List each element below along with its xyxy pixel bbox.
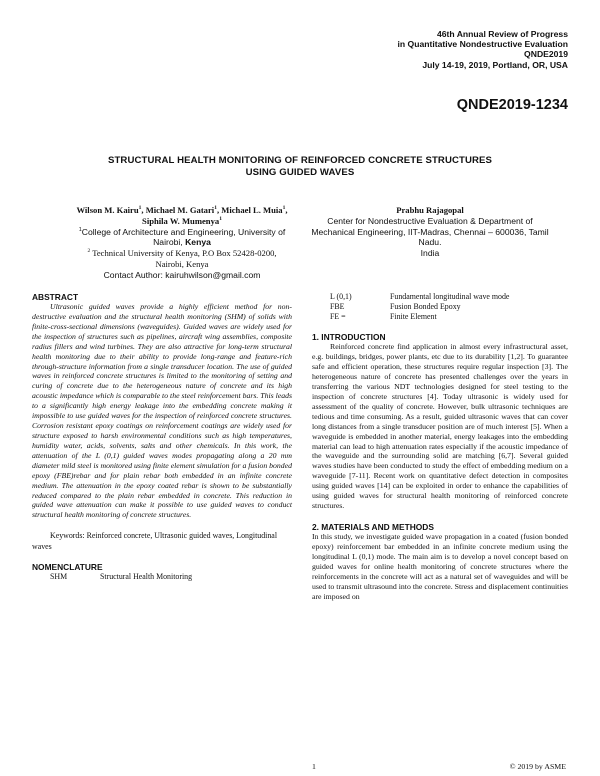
abstract-heading: ABSTRACT [32, 292, 79, 302]
paper-title-line1: STRUCTURAL HEALTH MONITORING OF REINFORCED CONCRETE STRUCTURES [107, 155, 493, 166]
abbreviation-row: FE = Finite Element [330, 312, 437, 321]
page-number: 1 [312, 762, 316, 771]
contact-author: Contact Author: kairuhwilson@gmail.com [103, 269, 261, 280]
authors-right-block [310, 205, 550, 259]
section-2-heading: 2. MATERIALS AND METHODS [312, 522, 434, 533]
section-2-text: In this study, we investigate guided wave propagation in a coated (fusion bonded epoxy) reinforcement bar embedded in an infinite concrete medium using the longitudinal L (0,1) mode. The main aim is to develop a novel concept based on guided waves for online health monitoring of concrete structures where the reinforcements in the concrete will act as a natural set of waveguides and will be used to transmit ultrasound into the concrete. Stress and displacement continuities are imposed on [312, 532, 568, 601]
abbreviation-row: FBE Fusion Bonded Epoxy [330, 302, 461, 311]
nomenclature-heading: NOMENCLATURE [32, 562, 103, 573]
paper-id: QNDE2019-1234 [456, 97, 568, 113]
affiliation-right-country: India [420, 248, 440, 259]
conference-name-line2: in Quantitative Nondestructive Evaluation [397, 39, 568, 50]
section-1-text: Reinforced concrete find application in almost every infrastructural asset, e.g. buildings, bridges, power plants, etc due to its durability [1,2]. To guarantee safe and efficient operation, these structures require regular inspection [3]. The heterogeneous nature of concrete has presented challenges over the years in transferring the various NDT technologies designed for steel testing to the inspection of concrete structures [4]. Today ultrasonic is widely used for assessment of the quality of concrete. However, bulk ultrasonic techniques are tedious and time consuming. As a result, guided ultrasonic waves that can cover long distances from a single transducer position are of much interest [5]. When a waveguide is embedded in another material, energy leakages into the embedding material can lead to high attenuation rates especially if the acoustic impedance of the waveguide and the surrounding solid are matching [6,7]. Several guided waves studies have been conducted to study the effect of embedding medium on a waveguide [7-11]. Recent work on quantitative defect detection in composites using guided waves [14] can be exploited in order to enhance the capabilities of using guided waves for structural health monitoring of reinforced concrete structures. [312, 342, 568, 511]
abbreviation-row: L (0,1) Fundamental longitudinal wave mode [330, 292, 510, 301]
authors-left-block [74, 205, 290, 281]
conference-date-location: July 14-19, 2019, Portland, OR, USA [422, 59, 568, 70]
author-names: Wilson M. Kairu$^1$, Michael M. Gatari$^1$, Michael L. Muia$^1$, Siphila W. Mumenya$^1$ [76, 205, 288, 226]
copyright: © 2019 by ASME [509, 762, 566, 771]
paper-title [0, 155, 600, 178]
affiliation-2: $^2$ Technical University of Kenya, P.O Box 52428-0200, Nairobi, Kenya [87, 248, 277, 269]
nomenclature-row: SHM Structural Health Monitoring [50, 572, 193, 582]
keywords: Keywords: Reinforced concrete, Ultrasonic guided waves, Longitudinal waves [32, 531, 278, 551]
conference-code: QNDE2019 [524, 49, 568, 60]
affiliation-right: Center for Nondestructive Evaluation & Department of Mechanical Engineering, IIT-Madras, Chennai – 600036, Tamil Nadu. [311, 215, 549, 248]
conference-name-line1: 46th Annual Review of Progress [436, 29, 568, 39]
section-1-heading: 1. INTRODUCTION [312, 332, 386, 342]
paper-title-line2: USING GUIDED WAVES [245, 166, 355, 178]
affiliation-1: $^1$College of Architecture and Engineering, University of Nairobi, Kenya [78, 226, 286, 248]
conference-header [398, 29, 568, 70]
right-column [312, 292, 568, 602]
left-column [32, 292, 292, 582]
author-name-right: Prabhu Rajagopal [396, 205, 464, 215]
abstract-text: Ultrasonic guided waves provide a highly efficient method for non-destructive evaluation and the structural health monitoring (SHM) of solids with finite-cross-sectional dimensions (waveguides). Guided waves are widely used for the inspection of structures such as pipelines, aircraft wing assemblies, composite radius fillers and wind turbines. They are also attractive for long-term structural health monitoring due to their ability to provide long-range and feature-rich through-structure information from a single transducer location. The use of guided waves in reinforced concrete structures is limited to the monitoring of setting and curing of concrete due to the heterogeneous nature of concrete and its high acoustic impedance which is comparable to the steel reinforcement bars. This leads to a significantly high energy leakage into the embedding concrete making it impossible to use guided waves for the inspection of reinforced concrete structures. Corrosion resistant epoxy coatings on reinforcement coatings are widely used for structure exposed to harsh environmental conditions such as high temperatures, humidity water, acids, solvents, salts and other chemicals. In this work, the attenuation of the L (0,1) guided waves modes propagating along a 20 mm diameter mild steel is monitored using finite element simulation for a fusion bonded epoxy (FBE)rebar and for plain rebar both embedded in an infinite concrete medium. The attenuation in the epoxy coated rebar is shown to be substantially reduced compared to the plain rebar embedded in concrete. This reduction in guided wave attenuation can make it possible to use guided waves to conduct structural health monitoring of concrete structures. [32, 302, 292, 520]
